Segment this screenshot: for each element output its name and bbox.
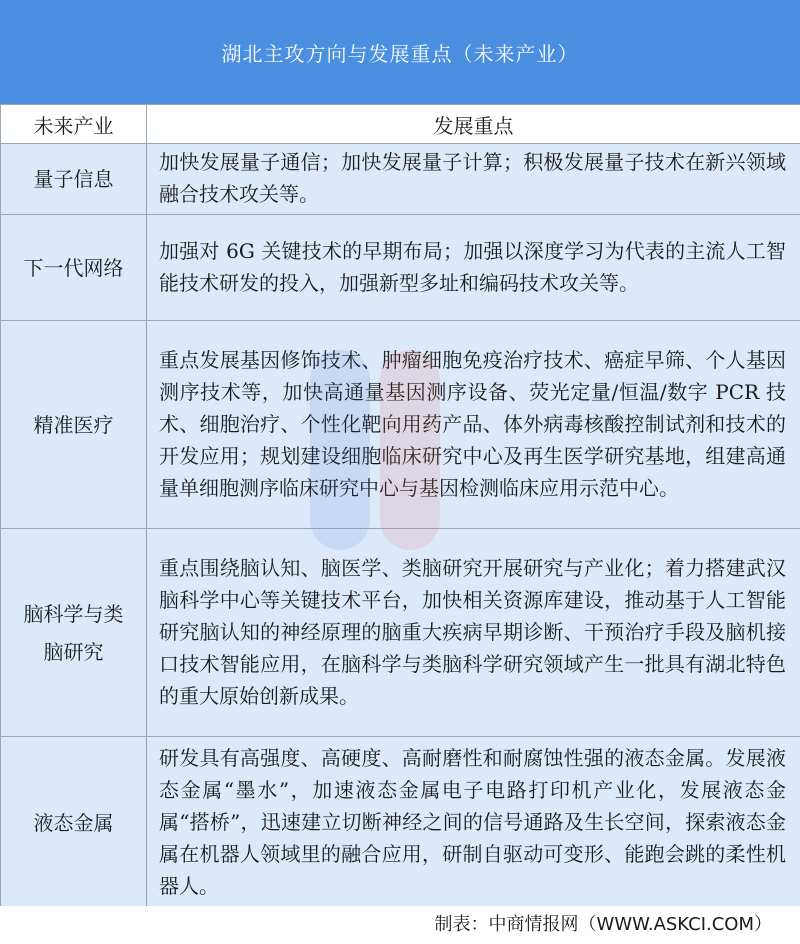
row-focus: 重点发展基因修饰技术、肿瘤细胞免疫治疗技术、癌症早筛、个人基因测序技术等，加快高通量基因测序设备、荧光定量/恒温/数字 PCR 技术、细胞治疗、个性化靶向用药产品、体外病毒核酸控制试剂和技术的开发应用；规划建设细胞临床研究中心及再生医学研究基地，组建高通量单细胞测序临床研究中心与基因检测临床应用示范中心。: [147, 321, 800, 529]
row-industry: 量子信息: [1, 144, 147, 215]
table-title: [0, 0, 800, 104]
table-row: [1, 529, 800, 737]
row-industry: 下一代网络: [1, 215, 147, 321]
row-focus: 研发具有高强度、高硬度、高耐磨性和耐腐蚀性强的液态金属。发展液态金属“墨水”，加速液态金属电子电路打印机产业化，发展液态金属“搭桥”，迅速建立切断神经之间的信号通路及生长空间，探索液态金属在机器人领域里的融合应用，研制自驱动可变形、能跑会跳的柔性机器人。: [147, 737, 800, 909]
row-focus: 加强对 6G 关键技术的早期布局；加强以深度学习为代表的主流人工智能技术研发的投入，加强新型多址和编码技术攻关等。: [147, 215, 800, 321]
table-row: [1, 144, 800, 215]
table-row: [1, 321, 800, 529]
header-focus: 发展重点: [147, 105, 800, 144]
row-industry: 脑科学与类脑研究: [1, 529, 147, 737]
source-text: 制表：中商情报网（WWW.ASKCI.COM）: [434, 914, 772, 935]
row-focus: 加快发展量子通信；加快发展量子计算；积极发展量子技术在新兴领域融合技术攻关等。: [147, 144, 800, 215]
row-industry: 液态金属: [1, 737, 147, 909]
row-industry: 精准医疗: [1, 321, 147, 529]
table-row: [1, 737, 800, 909]
table-title-text: 湖北主攻方向与发展重点（未来产业）: [221, 41, 579, 66]
industry-table: [0, 104, 800, 909]
source-footer: [0, 906, 800, 944]
table-row: [1, 215, 800, 321]
header-row: [1, 105, 800, 144]
row-focus: 重点围绕脑认知、脑医学、类脑研究开展研究与产业化；着力搭建武汉脑科学中心等关键技术平台，加快相关资源库建设，推动基于人工智能研究脑认知的神经原理的脑重大疾病早期诊断、干预治疗手段及脑机接口技术智能应用，在脑科学与类脑科学研究领域产生一批具有湖北特色的重大原始创新成果。: [147, 529, 800, 737]
header-industry: 未来产业: [1, 105, 147, 144]
